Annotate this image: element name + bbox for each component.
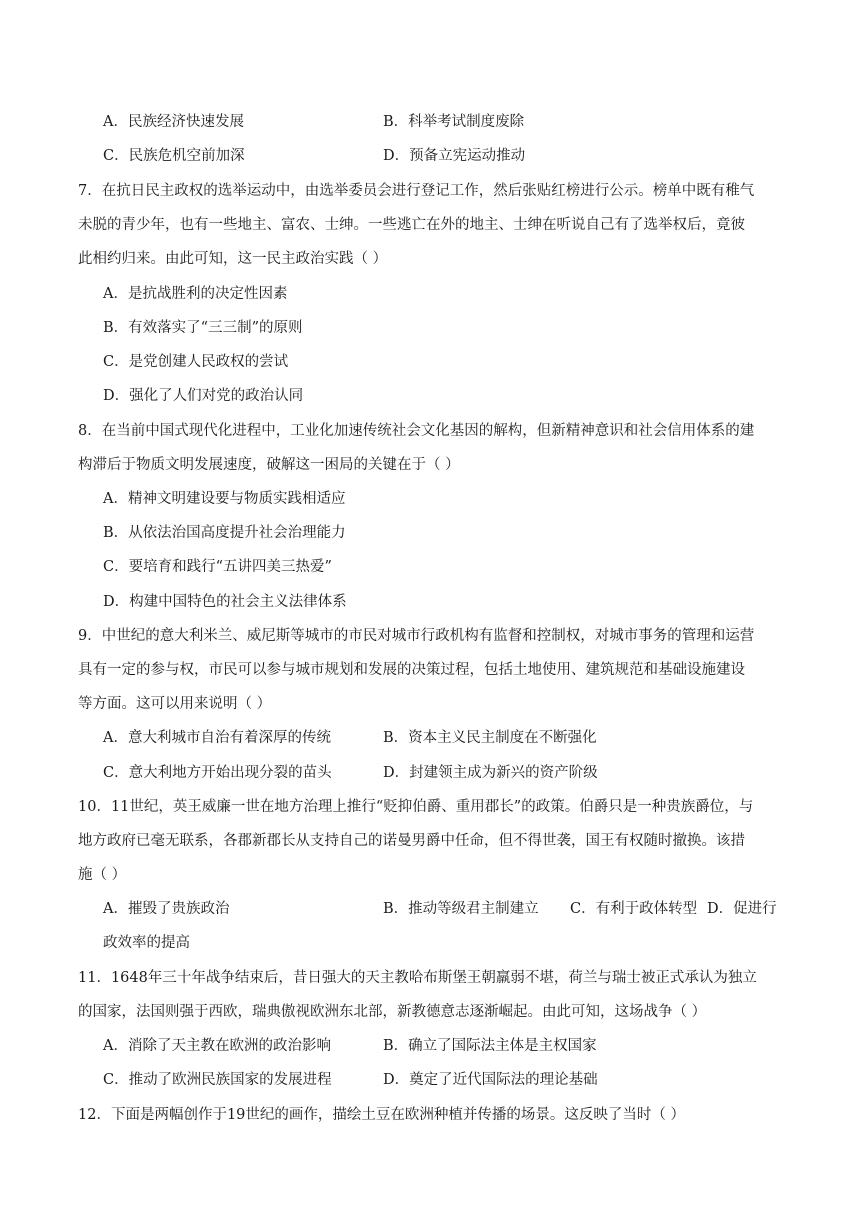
q11-option-d[interactable]: D．奠定了近代国际法的理论基础 [383,1072,598,1088]
q6-option-b[interactable]: B．科举考试制度废除 [383,114,525,130]
q10-stem-line-1: 10．11世纪，英王威廉一世在地方治理上推行“贬抑伯爵、重用郡长”的政策。伯爵只是一种贵族爵位，与 [78,799,754,815]
q9-stem-line-1: 9．中世纪的意大利米兰、威尼斯等城市的市民对城市行政机构有监督和控制权，对城市事务的管理和运营 [78,628,755,644]
q9-option-c[interactable]: C．意大利地方开始出现分裂的苗头 [103,765,332,781]
q7-stem-line-1: 7．在抗日民主政权的选举运动中，由选举委员会进行登记工作，然后张贴红榜进行公示。榜单中既有稚气 [78,183,755,199]
q10-option-d-continued: 政效率的提高 [103,935,190,951]
q9-stem-line-2: 具有一定的参与权，市民可以参与城市规划和发展的决策过程，包括土地使用、建筑规范和基础设施建设 [78,662,745,678]
q7-option-a[interactable]: A．是抗战胜利的决定性因素 [103,286,288,302]
q11-option-a[interactable]: A．消除了天主教在欧洲的政治影响 [103,1038,331,1054]
q8-stem-line-1: 8．在当前中国式现代化进程中，工业化加速传统社会文化基因的解构，但新精神意识和社会信用体系的建 [78,423,755,439]
q10-option-d[interactable]: D．促进行 [707,901,777,917]
q9-option-d[interactable]: D．封建领主成为新兴的资产阶级 [383,765,598,781]
q8-option-c[interactable]: C．要培育和践行“五讲四美三热爱” [103,559,332,575]
q11-stem-line-1: 11．1648年三十年战争结束后，昔日强大的天主教哈布斯堡王朝羸弱不堪，荷兰与瑞士被正式承认为独立 [78,970,757,986]
q10-option-b[interactable]: B．推动等级君主制建立 [383,901,539,917]
q11-option-b[interactable]: B．确立了国际法主体是主权国家 [383,1038,597,1054]
q7-stem-line-2: 未脱的青少年，也有一些地主、富农、士绅。一些逃亡在外的地主、士绅在听说自己有了选举权后，竟彼 [78,217,745,233]
q7-option-b[interactable]: B．有效落实了“三三制”的原则 [103,320,303,336]
q10-option-a[interactable]: A．摧毁了贵族政治 [103,901,230,917]
q6-option-c[interactable]: C．民族危机空前加深 [103,148,245,164]
q6-option-d[interactable]: D．预备立宪运动推动 [383,148,526,164]
q11-stem-line-2: 的国家，法国则强于西欧，瑞典傲视欧洲东北部，新教德意志逐渐崛起。由此可知，这场战争（ ） [78,1004,707,1020]
q9-stem-line-3: 等方面。这可以用来说明（ ） [78,696,272,712]
q6-option-a[interactable]: A．民族经济快速发展 [103,114,244,130]
q10-stem-line-3: 施（ ） [78,867,127,883]
q9-option-b[interactable]: B．资本主义民主制度在不断强化 [383,730,597,746]
q9-option-a[interactable]: A．意大利城市自治有着深厚的传统 [103,730,331,746]
q8-option-b[interactable]: B．从依法治国高度提升社会治理能力 [103,525,346,541]
q8-stem-line-2: 构滞后于物质文明发展速度，破解这一困局的关键在于（ ） [78,457,460,473]
q11-option-c[interactable]: C．推动了欧洲民族国家的发展进程 [103,1072,332,1088]
q7-option-d[interactable]: D．强化了人们对党的政治认同 [103,388,304,404]
q8-option-a[interactable]: A．精神文明建设要与物质实践相适应 [103,491,346,507]
q12-stem-line-1: 12．下面是两幅创作于19世纪的画作，描绘土豆在欧洲种植并传播的场景。这反映了当时（ ） [78,1107,686,1123]
q7-stem-line-3: 此相约归来。由此可知，这一民主政治实践（ ） [78,251,388,267]
q7-option-c[interactable]: C．是党创建人民政权的尝试 [103,354,289,370]
q10-option-c[interactable]: C．有利于政体转型 [570,901,698,917]
q10-stem-line-2: 地方政府已毫无联系，各郡新郡长从支持自己的诺曼男爵中任命，但不得世袭，国王有权随时撤换。该措 [78,833,745,849]
q8-option-d[interactable]: D．构建中国特色的社会主义法律体系 [103,594,347,610]
